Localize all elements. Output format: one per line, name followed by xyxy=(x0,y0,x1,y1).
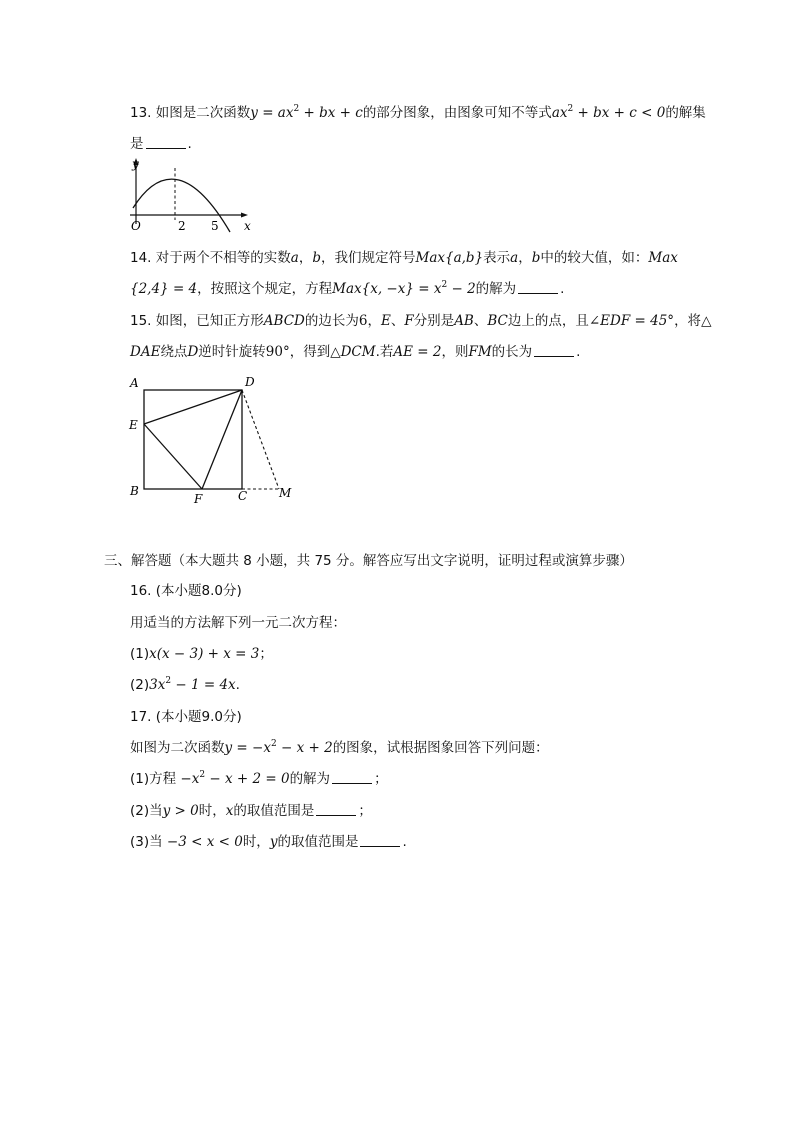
answer-blank[interactable] xyxy=(146,136,186,149)
y-axis-label: y xyxy=(132,157,139,171)
segment-de xyxy=(144,390,242,424)
answer-blank[interactable] xyxy=(316,803,356,816)
q13-parabola-graph xyxy=(126,154,260,234)
q15-line2: DAE绕点D逆时针旋转90°，得到△DCM.若AE = 2，则FM的长为 . xyxy=(130,344,581,360)
section-3-heading: 三、解答题（本大题共 8 小题，共 75 分。解答应写出文字说明，证明过程或演算步骤） xyxy=(104,553,633,569)
q17-title: 17. (本小题9.0分) xyxy=(130,709,242,725)
q16-title: 16. (本小题8.0分) xyxy=(130,583,242,599)
q13-line1: 13. 如图是二次函数$y = ax^2$ + bx + c的部分图象，由图象可知不等式$ax^2$ + bx + c < 0的解集 xyxy=(130,104,706,121)
q16-part2: $(2)3x^2 - 1 = 4x$. xyxy=(130,676,240,693)
answer-blank[interactable] xyxy=(360,834,400,847)
label-b: B xyxy=(130,484,139,498)
label-d: D xyxy=(245,375,255,389)
label-m: M xyxy=(279,486,292,500)
answer-blank[interactable] xyxy=(332,771,372,784)
q17-part3: (3)当 −3 < x < 0时，y的取值范围是 . xyxy=(130,834,407,850)
label-c: C xyxy=(238,489,248,503)
q17-part1: (1)方程 $-x^2 - x + 2 = 0$的解为 ； xyxy=(130,770,388,787)
x-axis-arrow xyxy=(241,213,248,218)
origin-label: O xyxy=(131,219,141,233)
q16-intro: 用适当的方法解下列一元二次方程： xyxy=(130,615,346,631)
tick-label-2: 2 xyxy=(178,219,186,233)
q13-line2: 是 . xyxy=(130,136,192,152)
q16-part1: (1)x(x − 3) + x = 3； xyxy=(130,646,273,662)
q14-line2: {2,4} = 4，按照这个规定，方程Max{x, $-x\} = x^2 - 2$的解为 . xyxy=(130,280,565,297)
label-f: F xyxy=(194,492,203,506)
q15-square-figure xyxy=(126,370,300,508)
label-e: E xyxy=(129,418,138,432)
q17-intro: 如图为二次函数$y = -x^2 - x + 2$的图象，试根据图象回答下列问题： xyxy=(130,739,549,756)
q14-line1: 14. 对于两个不相等的实数a，b，我们规定符号Max{a,b}表示a，b中的较大值，如：Max xyxy=(130,250,678,266)
x-axis-label: x xyxy=(244,219,251,233)
answer-blank[interactable] xyxy=(518,281,558,294)
segment-ef xyxy=(144,424,202,489)
q15-line1: 15. 如图，已知正方形ABCD的边长为6，E、F分别是AB、BC边上的点，且∠EDF = 45°，将△ xyxy=(130,313,712,329)
label-a: A xyxy=(130,376,139,390)
segment-dm xyxy=(242,390,279,489)
tick-label-5: 5 xyxy=(211,219,219,233)
answer-blank[interactable] xyxy=(534,344,574,357)
q17-part2: (2)当y > 0时，x的取值范围是 ； xyxy=(130,803,372,819)
segment-df xyxy=(202,390,242,489)
